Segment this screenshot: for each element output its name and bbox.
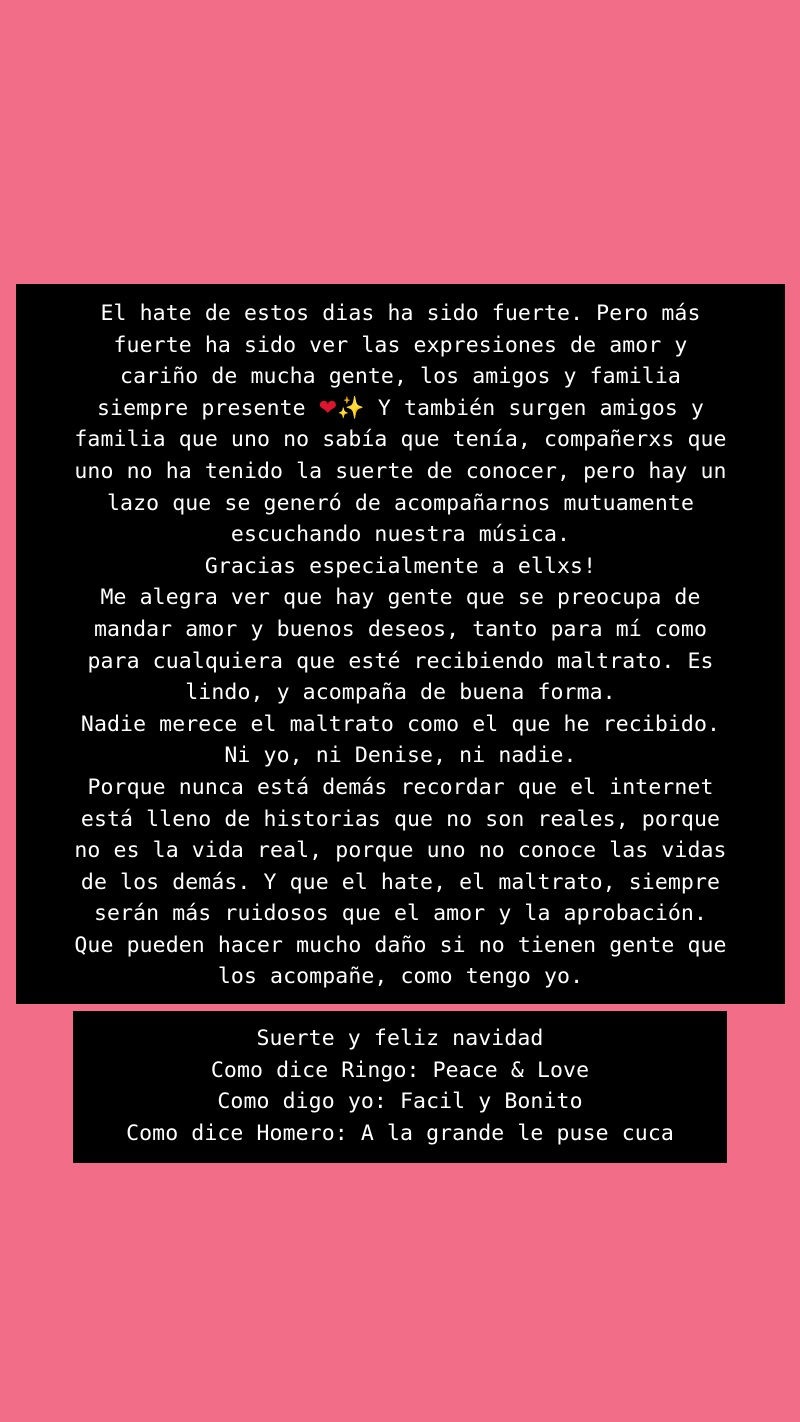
text-line: serán más ruidosos que el amor y la aprobación. [93,901,708,927]
text-line: Ni yo, ni Denise, ni nadie. [224,743,577,769]
signoff-line: Suerte y feliz navidad [256,1026,544,1051]
heart-icon: ❤ [318,395,338,421]
text-line: Me alegra ver que hay gente que se preocupa de [100,585,701,611]
main-text-box [16,284,785,1004]
signoff-line: Como digo yo: Facil y Bonito [217,1089,583,1115]
text-line: los acompañe, como tengo yo. [217,964,584,990]
signoff-text-box [73,1011,727,1163]
signoff-line: Como dice Ringo: Peace & Love [210,1057,590,1083]
sparkles-icon: ✨ [337,395,365,421]
text-line: Gracias especialmente a ellxs! [204,553,597,579]
text-line: lazo que se generó de acompañarnos mutuamente [107,490,694,516]
text-line: El hate de estos dias ha sido fuerte. Pero más [100,301,701,326]
text-line: mandar amor y buenos deseos, tanto para mí como [93,616,708,642]
signoff-line: Como dice Homero: A la grande le puse cuca [126,1120,674,1146]
text-line: cariño de mucha gente, los amigos y familia [120,364,681,390]
text-line: Que pueden hacer mucho daño si no tienen gente que [74,932,727,958]
text-line: no es la vida real, porque uno no conoce las vidas [74,838,727,864]
text-fragment: Y también surgen amigos y [377,395,704,421]
text-line: está lleno de historias que no son reales, porque [80,806,721,832]
text-line: escuchando nuestra música. [230,522,571,548]
text-line: Nadie merece el maltrato como el que he recibido. [80,711,721,737]
text-line: para cualquiera que esté recibiendo maltrato. Es [87,648,714,674]
text-line: Porque nunca está demás recordar que el internet [87,774,714,800]
text-line: uno no ha tenido la suerte de conocer, pero hay un [74,458,727,484]
text-line: lindo, y acompaña de buena forma. [185,680,616,706]
text-line: de los demás. Y que el hate, el maltrato, siempre [80,869,721,895]
text-line: familia que uno no sabía que tenía, compañerxs que [74,427,727,453]
text-line-with-emoji [24,393,777,425]
text-line: fuerte ha sido ver las expresiones de amor y [113,332,688,358]
text-fragment: siempre presente [97,395,306,421]
